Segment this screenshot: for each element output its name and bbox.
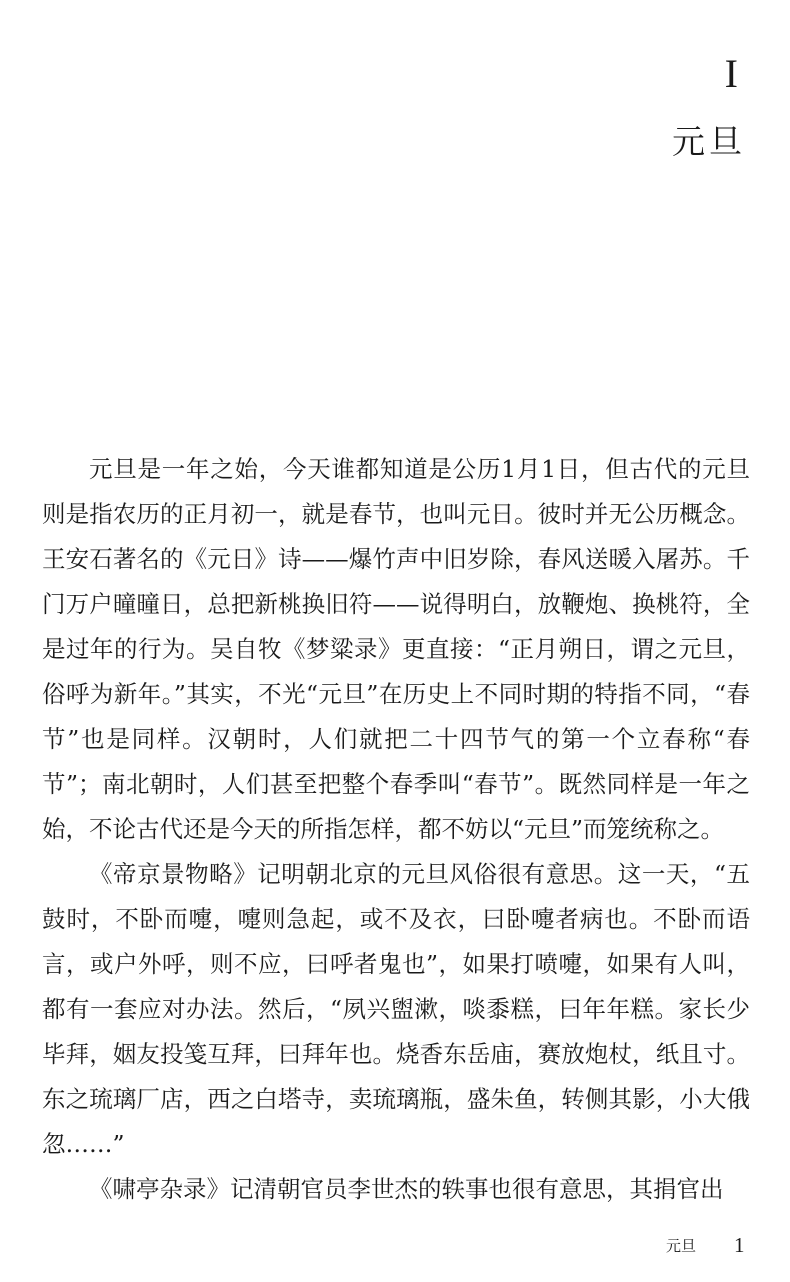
chapter-number: I bbox=[724, 51, 738, 96]
paragraph-3: 《啸亭杂录》记清朝官员李世杰的轶事也很有意思，其捐官出 bbox=[89, 1175, 724, 1203]
running-head: 元旦 bbox=[666, 1237, 697, 1255]
body-text bbox=[42, 447, 750, 1212]
chapter-title: 元旦 bbox=[672, 122, 746, 161]
paragraph-2: 《帝京景物略》记明朝北京的元旦风俗很有意思。这一天，“五鼓时，不卧而嚏，嚏则急起，或不及衣，曰卧嚏者病也。不卧而语言，或户外呼，则不应，曰呼者鬼也”，如果打喷嚏，如果有人叫，都有一套应对办法。然后，“夙兴盥漱，啖黍糕，曰年年糕。家长少毕拜，姻友投笺互拜，曰拜年也。烧香东岳庙，赛放炮杖，纸且寸。东之琉璃厂店，西之白塔寺，卖琉璃瓶，盛朱鱼，转侧其影，小大俄忽……” bbox=[42, 860, 750, 1158]
page-number: 1 bbox=[734, 1233, 745, 1257]
paragraph-1: 元旦是一年之始，今天谁都知道是公历1月1日，但古代的元旦则是指农历的正月初一，就是春节，也叫元日。彼时并无公历概念。王安石著名的《元日》诗——爆竹声中旧岁除，春风送暖入屠苏。千门万户曈曈日，总把新桃换旧符——说得明白，放鞭炮、换桃符，全是过年的行为。吴自牧《梦粱录》更直接：“正月朔日，谓之元旦，俗呼为新年。”其实，不光“元旦”在历史上不同时期的特指不同，“春节”也是同样。汉朝时，人们就把二十四节气的第一个立春称“春节”；南北朝时，人们甚至把整个春季叫“春节”。既然同样是一年之始，不论古代还是今天的所指怎样，都不妨以“元旦”而笼统称之。 bbox=[42, 455, 750, 843]
